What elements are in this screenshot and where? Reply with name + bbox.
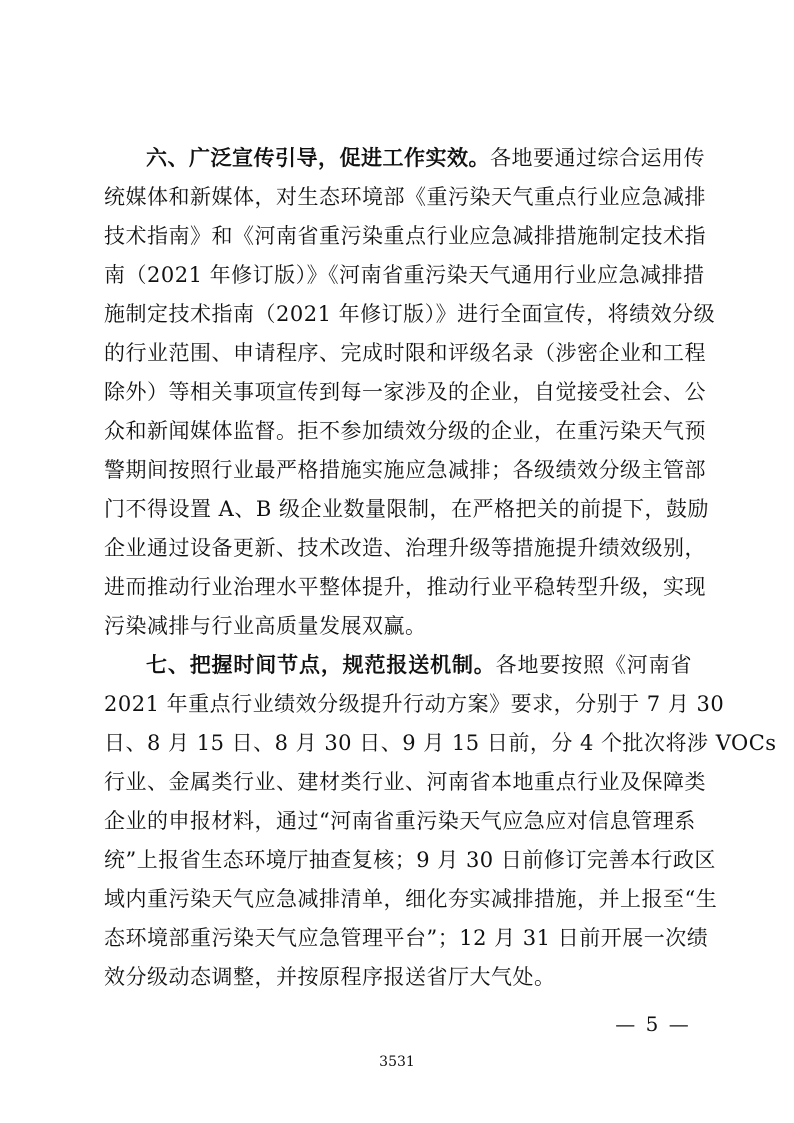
section6-line-4: 南（2021 年修订版）》《河南省重污染天气通用行业应急减排措 (104, 263, 705, 287)
page-number: — 5 — (615, 1012, 691, 1036)
archive-number: 3531 (379, 1054, 415, 1070)
section6-line-10: 门不得设置 A、B 级企业数量限制，在严格把关的前提下，鼓励 (104, 497, 709, 521)
section6-line-7: 除外）等相关事项宣传到每一家涉及的企业，自觉接受社会、公 (104, 380, 706, 404)
section7-line-9: 效分级动态调整，并按原程序报送省厅大气处。 (104, 965, 556, 989)
section6-line-3: 技术指南》和《河南省重污染重点行业应急减排措施制定技术指 (104, 224, 706, 248)
section6-line-11: 企业通过设备更新、技术改造、治理升级等措施提升绩效级别， (104, 536, 706, 560)
section7-line-7: 域内重污染天气应急减排清单，细化夯实减排措施，并上报至“生 (104, 887, 718, 911)
section6-line-8: 众和新闻媒体监督。拒不参加绩效分级的企业，在重污染天气预 (104, 419, 706, 443)
section6-line-1-text: 各地要通过综合运用传 (490, 146, 705, 170)
section7-line-1-text: 各地要按照《河南省 (495, 653, 693, 677)
section6-line-1 (146, 138, 705, 178)
section7-line-1 (146, 645, 692, 685)
section6-line-13: 污染减排与行业高质量发展双赢。 (104, 614, 427, 638)
section7-line-2: 2021 年重点行业绩效分级提升行动方案》要求，分别于 7 月 30 (104, 692, 725, 716)
section7-heading: 七、把握时间节点，规范报送机制。 (146, 653, 496, 677)
section7-line-5: 企业的申报材料，通过“河南省重污染天气应急应对信息管理系 (104, 809, 696, 833)
section6-line-6: 的行业范围、申请程序、完成时限和评级名录（涉密企业和工程 (104, 341, 706, 365)
section6-line-2: 统媒体和新媒体，对生态环境部《重污染天气重点行业应急减排 (104, 185, 706, 209)
section6-heading: 六、广泛宣传引导，促进工作实效。 (146, 146, 490, 170)
section6-line-12: 进而推动行业治理水平整体提升，推动行业平稳转型升级，实现 (104, 575, 706, 599)
section7-line-8: 态环境部重污染天气应急管理平台”；12 月 31 日前开展一次绩 (104, 926, 709, 950)
section7-line-6: 统”上报省生态环境厅抽查复核；9 月 30 日前修订完善本行政区 (104, 848, 716, 872)
section6-line-5: 施制定技术指南（2021 年修订版）》进行全面宣传，将绩效分级 (104, 302, 716, 326)
section7-line-4: 行业、金属类行业、建材类行业、河南省本地重点行业及保障类 (104, 770, 706, 794)
section6-line-9: 警期间按照行业最严格措施实施应急减排；各级绩效分级主管部 (104, 458, 706, 482)
section7-line-3: 日、8 月 15 日、8 月 30 日、9 月 15 日前，分 4 个批次将涉 VOCs (104, 731, 777, 755)
